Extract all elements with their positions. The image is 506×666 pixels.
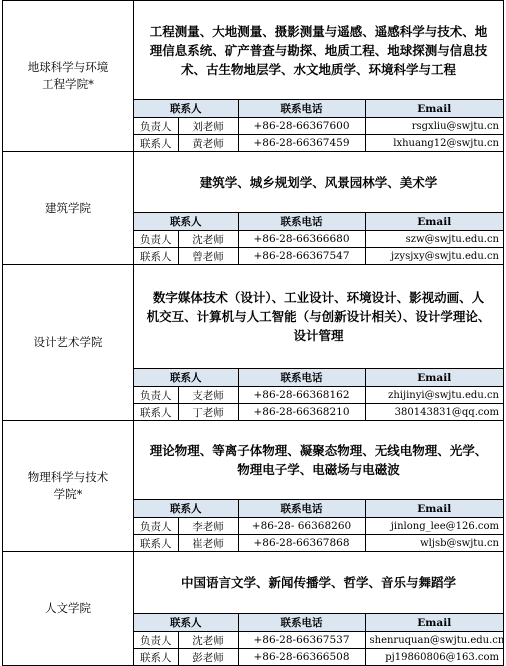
contact-role: 负责人 <box>134 518 178 535</box>
college-name-line: 人文学院 <box>45 601 91 615</box>
majors-line: 设计管理 <box>293 328 344 343</box>
contact-header: 联系人 <box>134 500 238 518</box>
contact-name: 彭老师 <box>178 649 238 666</box>
contact-phone: +86-28-66366508 <box>238 649 365 666</box>
contact-email[interactable]: pj19860806@163.com <box>365 649 503 666</box>
college-name-line: 地球科学与环境 <box>27 60 109 74</box>
contact-name: 沈老师 <box>178 231 238 248</box>
contact-name: 刘老师 <box>178 118 238 135</box>
contact-email[interactable]: 380143831@qq.com <box>365 404 503 421</box>
college-name-line: 物理科学与技术 <box>27 470 109 484</box>
college-name <box>3 152 134 264</box>
majors-line: 术、古生物地层学、水文地质学、环境科学与工程 <box>180 61 456 77</box>
contact-role: 负责人 <box>134 118 178 135</box>
contact-header: 联系人 <box>134 213 238 231</box>
contact-role: 负责人 <box>134 632 178 649</box>
college-block <box>2 552 504 666</box>
majors-list <box>134 552 503 613</box>
email-header: Email <box>365 100 503 118</box>
table-row <box>134 404 503 421</box>
contact-role: 联系人 <box>134 135 178 152</box>
majors-line: 机交互、计算机与人工智能（与创新设计相关）、设计学理论、 <box>146 309 491 324</box>
table-row <box>134 518 503 535</box>
majors-line: 理信息系统、矿产普查与勘探、地质工程、地球探测与信息技 <box>149 42 488 58</box>
college-name <box>3 1 134 151</box>
contact-email[interactable]: zhijinyi@swjtu.edu.cn <box>365 387 503 404</box>
contact-name: 李老师 <box>178 518 238 535</box>
contacts-table <box>134 212 503 264</box>
college-block <box>2 152 504 265</box>
contact-name: 曾老师 <box>178 248 238 265</box>
majors-list <box>134 265 503 368</box>
contact-email[interactable]: szw@swjtu.edu.cn <box>365 231 503 248</box>
college-name-line: 建筑学院 <box>45 200 91 215</box>
table-row <box>134 248 503 265</box>
phone-header: 联系电话 <box>238 100 365 118</box>
email-header: Email <box>365 614 503 632</box>
contact-name: 丁老师 <box>178 404 238 421</box>
contact-header: 联系人 <box>134 614 238 632</box>
contact-role: 负责人 <box>134 387 178 404</box>
contact-phone: +86-28-66366680 <box>238 231 365 248</box>
contact-email[interactable]: rsgxliu@swjtu.cn <box>365 118 503 135</box>
majors-list <box>134 421 503 499</box>
contact-phone: +86-28-66367537 <box>238 632 365 649</box>
college-name <box>3 421 134 551</box>
contact-phone: +86-28- 66368260 <box>238 518 365 535</box>
college-block <box>2 421 504 552</box>
contact-role: 联系人 <box>134 649 178 666</box>
contact-role: 联系人 <box>134 404 178 421</box>
majors-line: 建筑学、城乡规划学、风景园林学、美术学 <box>199 174 438 190</box>
contacts-table <box>134 368 503 420</box>
college-contact-table <box>2 0 504 666</box>
college-block <box>2 1 504 152</box>
majors-list <box>134 152 503 212</box>
college-name-line: 学院* <box>53 487 83 501</box>
contact-phone: +86-28-66367547 <box>238 248 365 265</box>
contact-phone: +86-28-66368162 <box>238 387 365 404</box>
contact-role: 联系人 <box>134 248 178 265</box>
email-header: Email <box>365 213 503 231</box>
email-header: Email <box>365 500 503 518</box>
college-name <box>3 552 134 665</box>
majors-line: 数字媒体技术（设计）、工业设计、环境设计、影视动画、人 <box>152 290 485 305</box>
contact-email[interactable]: wljsb@swjtu.cn <box>365 535 503 552</box>
contact-header: 联系人 <box>134 100 238 118</box>
table-row <box>134 387 503 404</box>
table-row <box>134 535 503 552</box>
college-block <box>2 265 504 421</box>
table-row <box>134 231 503 248</box>
table-row <box>134 135 503 152</box>
table-row <box>134 649 503 666</box>
phone-header: 联系电话 <box>238 500 365 518</box>
contact-role: 负责人 <box>134 231 178 248</box>
college-name <box>3 265 134 420</box>
contact-name: 支老师 <box>178 387 238 404</box>
contact-name: 崔老师 <box>178 535 238 552</box>
table-row <box>134 632 503 649</box>
phone-header: 联系电话 <box>238 614 365 632</box>
contact-email[interactable]: shenruquan@swjtu.edu.cn <box>365 632 503 649</box>
contact-header: 联系人 <box>134 369 238 387</box>
contact-phone: +86-28-66368210 <box>238 404 365 421</box>
contact-email[interactable]: lxhuang12@swjtu.cn <box>365 135 503 152</box>
college-name-line: 设计艺术学院 <box>33 335 103 349</box>
contact-role: 联系人 <box>134 535 178 552</box>
contact-email[interactable]: jinlong_lee@126.com <box>365 518 503 535</box>
college-name-line: 工程学院* <box>42 77 94 91</box>
contact-email[interactable]: jzysjxy@swjtu.edu.cn <box>365 248 503 265</box>
contact-phone: +86-28-66367459 <box>238 135 365 152</box>
contact-phone: +86-28-66367868 <box>238 535 365 552</box>
phone-header: 联系电话 <box>238 213 365 231</box>
contacts-table <box>134 499 503 551</box>
contact-phone: +86-28-66367600 <box>238 118 365 135</box>
majors-line: 物理电子学、电磁场与电磁波 <box>237 462 400 477</box>
majors-line: 工程测量、大地测量、摄影测量与遥感、遥感科学与技术、地 <box>149 23 488 39</box>
phone-header: 联系电话 <box>238 369 365 387</box>
contacts-table <box>134 99 503 151</box>
majors-list <box>134 1 503 99</box>
majors-line: 中国语言文学、新闻传播学、哲学、音乐与舞蹈学 <box>180 575 456 590</box>
majors-line: 理论物理、等离子体物理、凝聚态物理、无线电物理、光学、 <box>149 443 488 458</box>
contact-name: 沈老师 <box>178 632 238 649</box>
contact-name: 黄老师 <box>178 135 238 152</box>
email-header: Email <box>365 369 503 387</box>
contacts-table <box>134 613 503 665</box>
table-row <box>134 118 503 135</box>
